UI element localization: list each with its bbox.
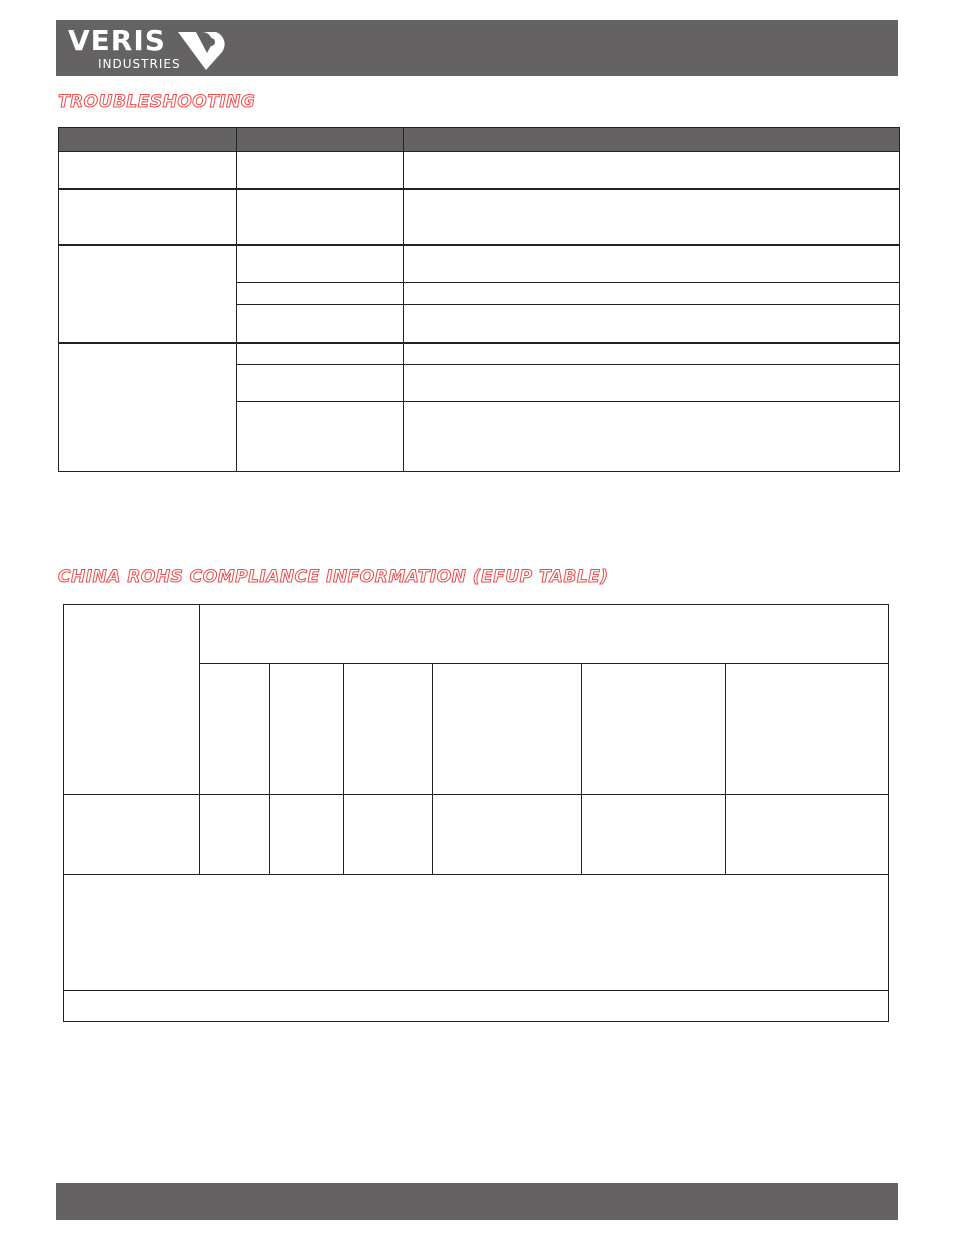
logo-wordmark: VERIS [68, 24, 166, 57]
cause-cell [236, 365, 403, 402]
solution-cell [403, 245, 899, 283]
solution-cell [403, 343, 899, 365]
footnote-cell [64, 991, 889, 1022]
part-name-header-cell [64, 605, 200, 795]
substance-header-cell [269, 664, 343, 795]
substance-cell [726, 795, 889, 875]
logo-subtitle: INDUSTRIES [98, 57, 181, 71]
part-name-cell [64, 795, 200, 875]
veris-v-mark-icon [176, 28, 228, 72]
substance-header-cell [343, 664, 432, 795]
header-cell-cause [236, 128, 403, 152]
cause-cell [236, 305, 403, 343]
substance-cell [269, 795, 343, 875]
cause-cell [236, 283, 403, 305]
table-row [59, 189, 900, 245]
substance-cell [432, 795, 582, 875]
header-cell-problem [59, 128, 237, 152]
solution-cell [403, 283, 899, 305]
substance-cell [582, 795, 726, 875]
solution-cell [403, 189, 899, 245]
problem-cell [59, 189, 237, 245]
rohs-title: CHINA ROHS COMPLIANCE INFORMATION (EFUP TABLE) [58, 567, 609, 587]
veris-logo [68, 26, 238, 72]
table-header-row [59, 128, 900, 152]
table-row [64, 795, 889, 875]
solution-cell [403, 402, 899, 472]
table-row [59, 245, 900, 283]
substance-cell [199, 795, 269, 875]
substance-header-cell [432, 664, 582, 795]
problem-cell [59, 245, 237, 343]
table-row [64, 605, 889, 664]
cause-cell [236, 152, 403, 189]
troubleshooting-title: TROUBLESHOOTING [58, 92, 256, 112]
troubleshooting-table [58, 127, 900, 472]
substance-header-cell [582, 664, 726, 795]
substance-cell [343, 795, 432, 875]
table-row [59, 152, 900, 189]
table-row [59, 343, 900, 365]
rohs-efup-table [63, 604, 889, 1022]
cause-cell [236, 245, 403, 283]
cause-cell [236, 343, 403, 365]
footer-bar [56, 1183, 898, 1220]
header-cell-solution [403, 128, 899, 152]
cause-cell [236, 402, 403, 472]
table-row [64, 991, 889, 1022]
problem-cell [59, 343, 237, 472]
solution-cell [403, 152, 899, 189]
substance-header-cell [199, 664, 269, 795]
header-bar [56, 20, 898, 76]
table-row [64, 875, 889, 991]
problem-cell [59, 152, 237, 189]
solution-cell [403, 365, 899, 402]
cause-cell [236, 189, 403, 245]
substances-header-cell [199, 605, 888, 664]
substance-header-cell [726, 664, 889, 795]
solution-cell [403, 305, 899, 343]
notes-cell [64, 875, 889, 991]
